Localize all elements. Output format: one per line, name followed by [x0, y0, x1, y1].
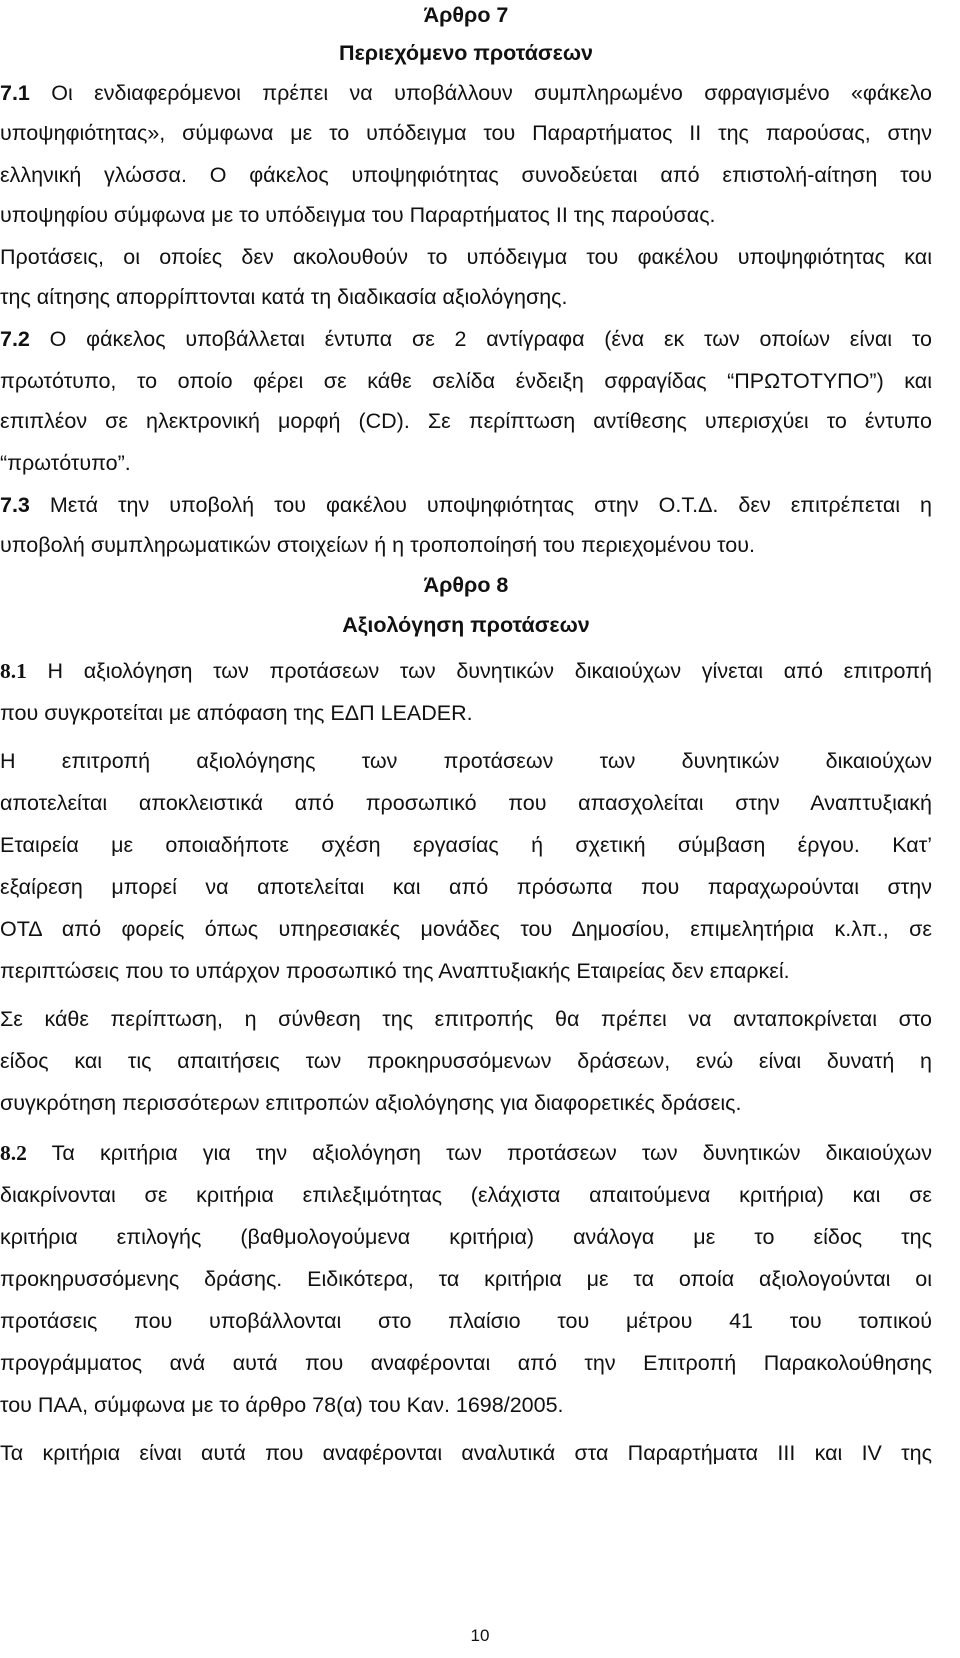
- paragraph-7-1-line: 7.1 Οι ενδιαφερόμενοι πρέπει να υποβάλλουν συμπληρωμένο σφραγισμένο «φάκελο: [0, 81, 932, 105]
- paragraph-7-2-line: πρωτότυπο, το οποίο φέρει σε κάθε σελίδα ένδειξη σφραγίδας “ΠΡΩΤΟΤΥΠΟ”) και: [0, 369, 932, 393]
- paragraph-composition-line: συγκρότηση περισσότερων επιτροπών αξιολόγησης για διαφορετικές δράσεις.: [0, 1091, 742, 1115]
- paragraph-annexes-line: Τα κριτήρια είναι αυτά που αναφέρονται αναλυτικά στα Παραρτήματα ΙΙΙ και ΙV της: [0, 1441, 932, 1465]
- article-8-heading: Άρθρο 8: [423, 573, 509, 597]
- paragraph-7-1-line: υποψηφίου σύμφωνα με το υπόδειγμα του Παραρτήματος ΙΙ της παρούσας.: [0, 203, 716, 227]
- paragraph-8-2-line: κριτήρια επιλογής (βαθμολογούμενα κριτήρια) ανάλογα με το είδος της: [0, 1225, 932, 1249]
- paragraph-composition-line: είδος και τις απαιτήσεις των προκηρυσσόμενων δράσεων, ενώ είναι δυνατή η: [0, 1049, 932, 1073]
- paragraph-8-2-line: του ΠΑΑ, σύμφωνα με το άρθρο 78(α) του Καν. 1698/2005.: [0, 1393, 564, 1417]
- paragraph-committee-line: ΟΤΔ από φορείς όπως υπηρεσιακές μονάδες του Δημοσίου, επιμελητήρια κ.λπ., σε: [0, 917, 932, 941]
- paragraph-composition-line: Σε κάθε περίπτωση, η σύνθεση της επιτροπής θα πρέπει να ανταποκρίνεται στο: [0, 1007, 932, 1031]
- paragraph-7-3-line: υποβολή συμπληρωματικών στοιχείων ή η τροποποίησή του περιεχομένου του.: [0, 533, 755, 557]
- paragraph-8-2-line: προτάσεις που υποβάλλονται στο πλαίσιο του μέτρου 41 του τοπικού: [0, 1309, 932, 1333]
- paragraph-committee-line: αποτελείται αποκλειστικά από προσωπικό που απασχολείται στην Αναπτυξιακή: [0, 791, 932, 815]
- paragraph-7-1-line: ελληνική γλώσσα. Ο φάκελος υποψηφιότητας συνοδεύεται από επιστολή-αίτηση του: [0, 163, 932, 187]
- paragraph-7-2-line: επιπλέον σε ηλεκτρονική μορφή (CD). Σε περίπτωση αντίθεσης υπερισχύει το έντυπο: [0, 409, 932, 433]
- article-8-subheading: Αξιολόγηση προτάσεων: [342, 613, 590, 637]
- paragraph-7-2-line: “πρωτότυπο”.: [0, 451, 131, 475]
- paragraph-number: 7.2: [0, 327, 30, 351]
- paragraph-7-1-line: υποψηφιότητας», σύμφωνα με το υπόδειγμα του Παραρτήματος ΙΙ της παρούσας, στην: [0, 121, 932, 145]
- paragraph-number: 8.2: [0, 1141, 27, 1165]
- paragraph-8-1-line: που συγκροτείται με απόφαση της ΕΔΠ LEADER.: [0, 701, 473, 725]
- page-number: 10: [470, 1626, 490, 1645]
- paragraph-committee-line: Εταιρεία με οποιαδήποτε σχέση εργασίας ή σχετική σύμβαση έργου. Κατ’: [0, 833, 932, 857]
- paragraph-7-3-line: 7.3 Μετά την υποβολή του φακέλου υποψηφιότητας στην Ο.Τ.Δ. δεν επιτρέπεται η: [0, 493, 932, 517]
- paragraph-7-1-line: της αίτησης απορρίπτονται κατά τη διαδικασία αξιολόγησης.: [0, 285, 568, 309]
- paragraph-committee-line: Η επιτροπή αξιολόγησης των προτάσεων των δυνητικών δικαιούχων: [0, 749, 932, 773]
- paragraph-7-2-line: 7.2 Ο φάκελος υποβάλλεται έντυπα σε 2 αντίγραφα (ένα εκ των οποίων είναι το: [0, 327, 932, 351]
- paragraph-8-2-line: 8.2 Τα κριτήρια για την αξιολόγηση των προτάσεων των δυνητικών δικαιούχων: [0, 1141, 932, 1165]
- article-7-subheading: Περιεχόμενο προτάσεων: [339, 41, 593, 65]
- article-7-heading: Άρθρο 7: [423, 3, 509, 27]
- paragraph-committee-line: περιπτώσεις που το υπάρχον προσωπικό της Αναπτυξιακής Εταιρείας δεν επαρκεί.: [0, 959, 790, 983]
- paragraph-8-2-line: προγράμματος ανά αυτά που αναφέρονται από την Επιτροπή Παρακολούθησης: [0, 1351, 932, 1375]
- paragraph-7-1-line: Προτάσεις, οι οποίες δεν ακολουθούν το υπόδειγμα του φακέλου υποψηφιότητας και: [0, 245, 932, 269]
- paragraph-number: 8.1: [0, 659, 27, 683]
- paragraph-number: 7.1: [0, 81, 30, 105]
- paragraph-8-2-line: προκηρυσσόμενης δράσης. Ειδικότερα, τα κριτήρια με τα οποία αξιολογούνται οι: [0, 1267, 932, 1291]
- paragraph-number: 7.3: [0, 493, 30, 517]
- paragraph-8-2-line: διακρίνονται σε κριτήρια επιλεξιμότητας (ελάχιστα απαιτούμενα κριτήρια) και σε: [0, 1183, 932, 1207]
- paragraph-8-1-line: 8.1 Η αξιολόγηση των προτάσεων των δυνητικών δικαιούχων γίνεται από επιτροπή: [0, 659, 932, 683]
- paragraph-committee-line: εξαίρεση μπορεί να αποτελείται και από πρόσωπα που παραχωρούνται στην: [0, 875, 932, 899]
